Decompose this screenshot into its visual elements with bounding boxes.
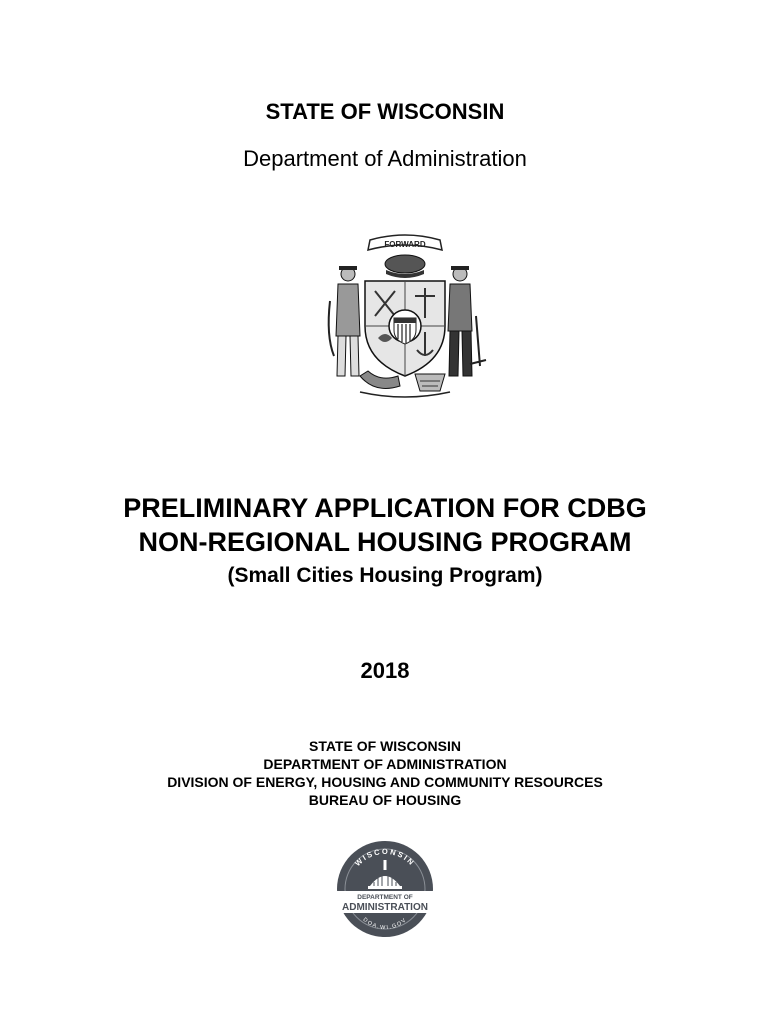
application-subtitle: (Small Cities Housing Program) <box>227 564 543 587</box>
doa-logo-icon <box>334 838 436 940</box>
agency-line-department: DEPARTMENT OF ADMINISTRATION <box>263 756 507 772</box>
program-year: 2018 <box>360 658 410 683</box>
agency-line-state: STATE OF WISCONSIN <box>309 738 461 754</box>
logo-text-large: ADMINISTRATION <box>342 902 428 913</box>
application-title-line2: NON-REGIONAL HOUSING PROGRAM <box>138 527 632 557</box>
state-seal-icon <box>320 226 490 402</box>
logo-text-small: DEPARTMENT OF <box>357 894 413 901</box>
agency-line-bureau: BUREAU OF HOUSING <box>308 792 462 808</box>
seal-motto: FORWARD <box>384 240 426 249</box>
application-title-line1: PRELIMINARY APPLICATION FOR CDBG <box>123 493 647 523</box>
logo-arc-bottom: DOA.WI.GOV <box>361 916 409 932</box>
agency-line-division: DIVISION OF ENERGY, HOUSING AND COMMUNITY RESOURCES <box>167 774 603 790</box>
application-title <box>0 491 770 559</box>
logo-arc-top: WISCONSIN <box>353 846 417 868</box>
page-state-title: STATE OF WISCONSIN <box>265 99 505 124</box>
page-department-subtitle: Department of Administration <box>243 146 527 171</box>
agency-block <box>0 737 770 809</box>
